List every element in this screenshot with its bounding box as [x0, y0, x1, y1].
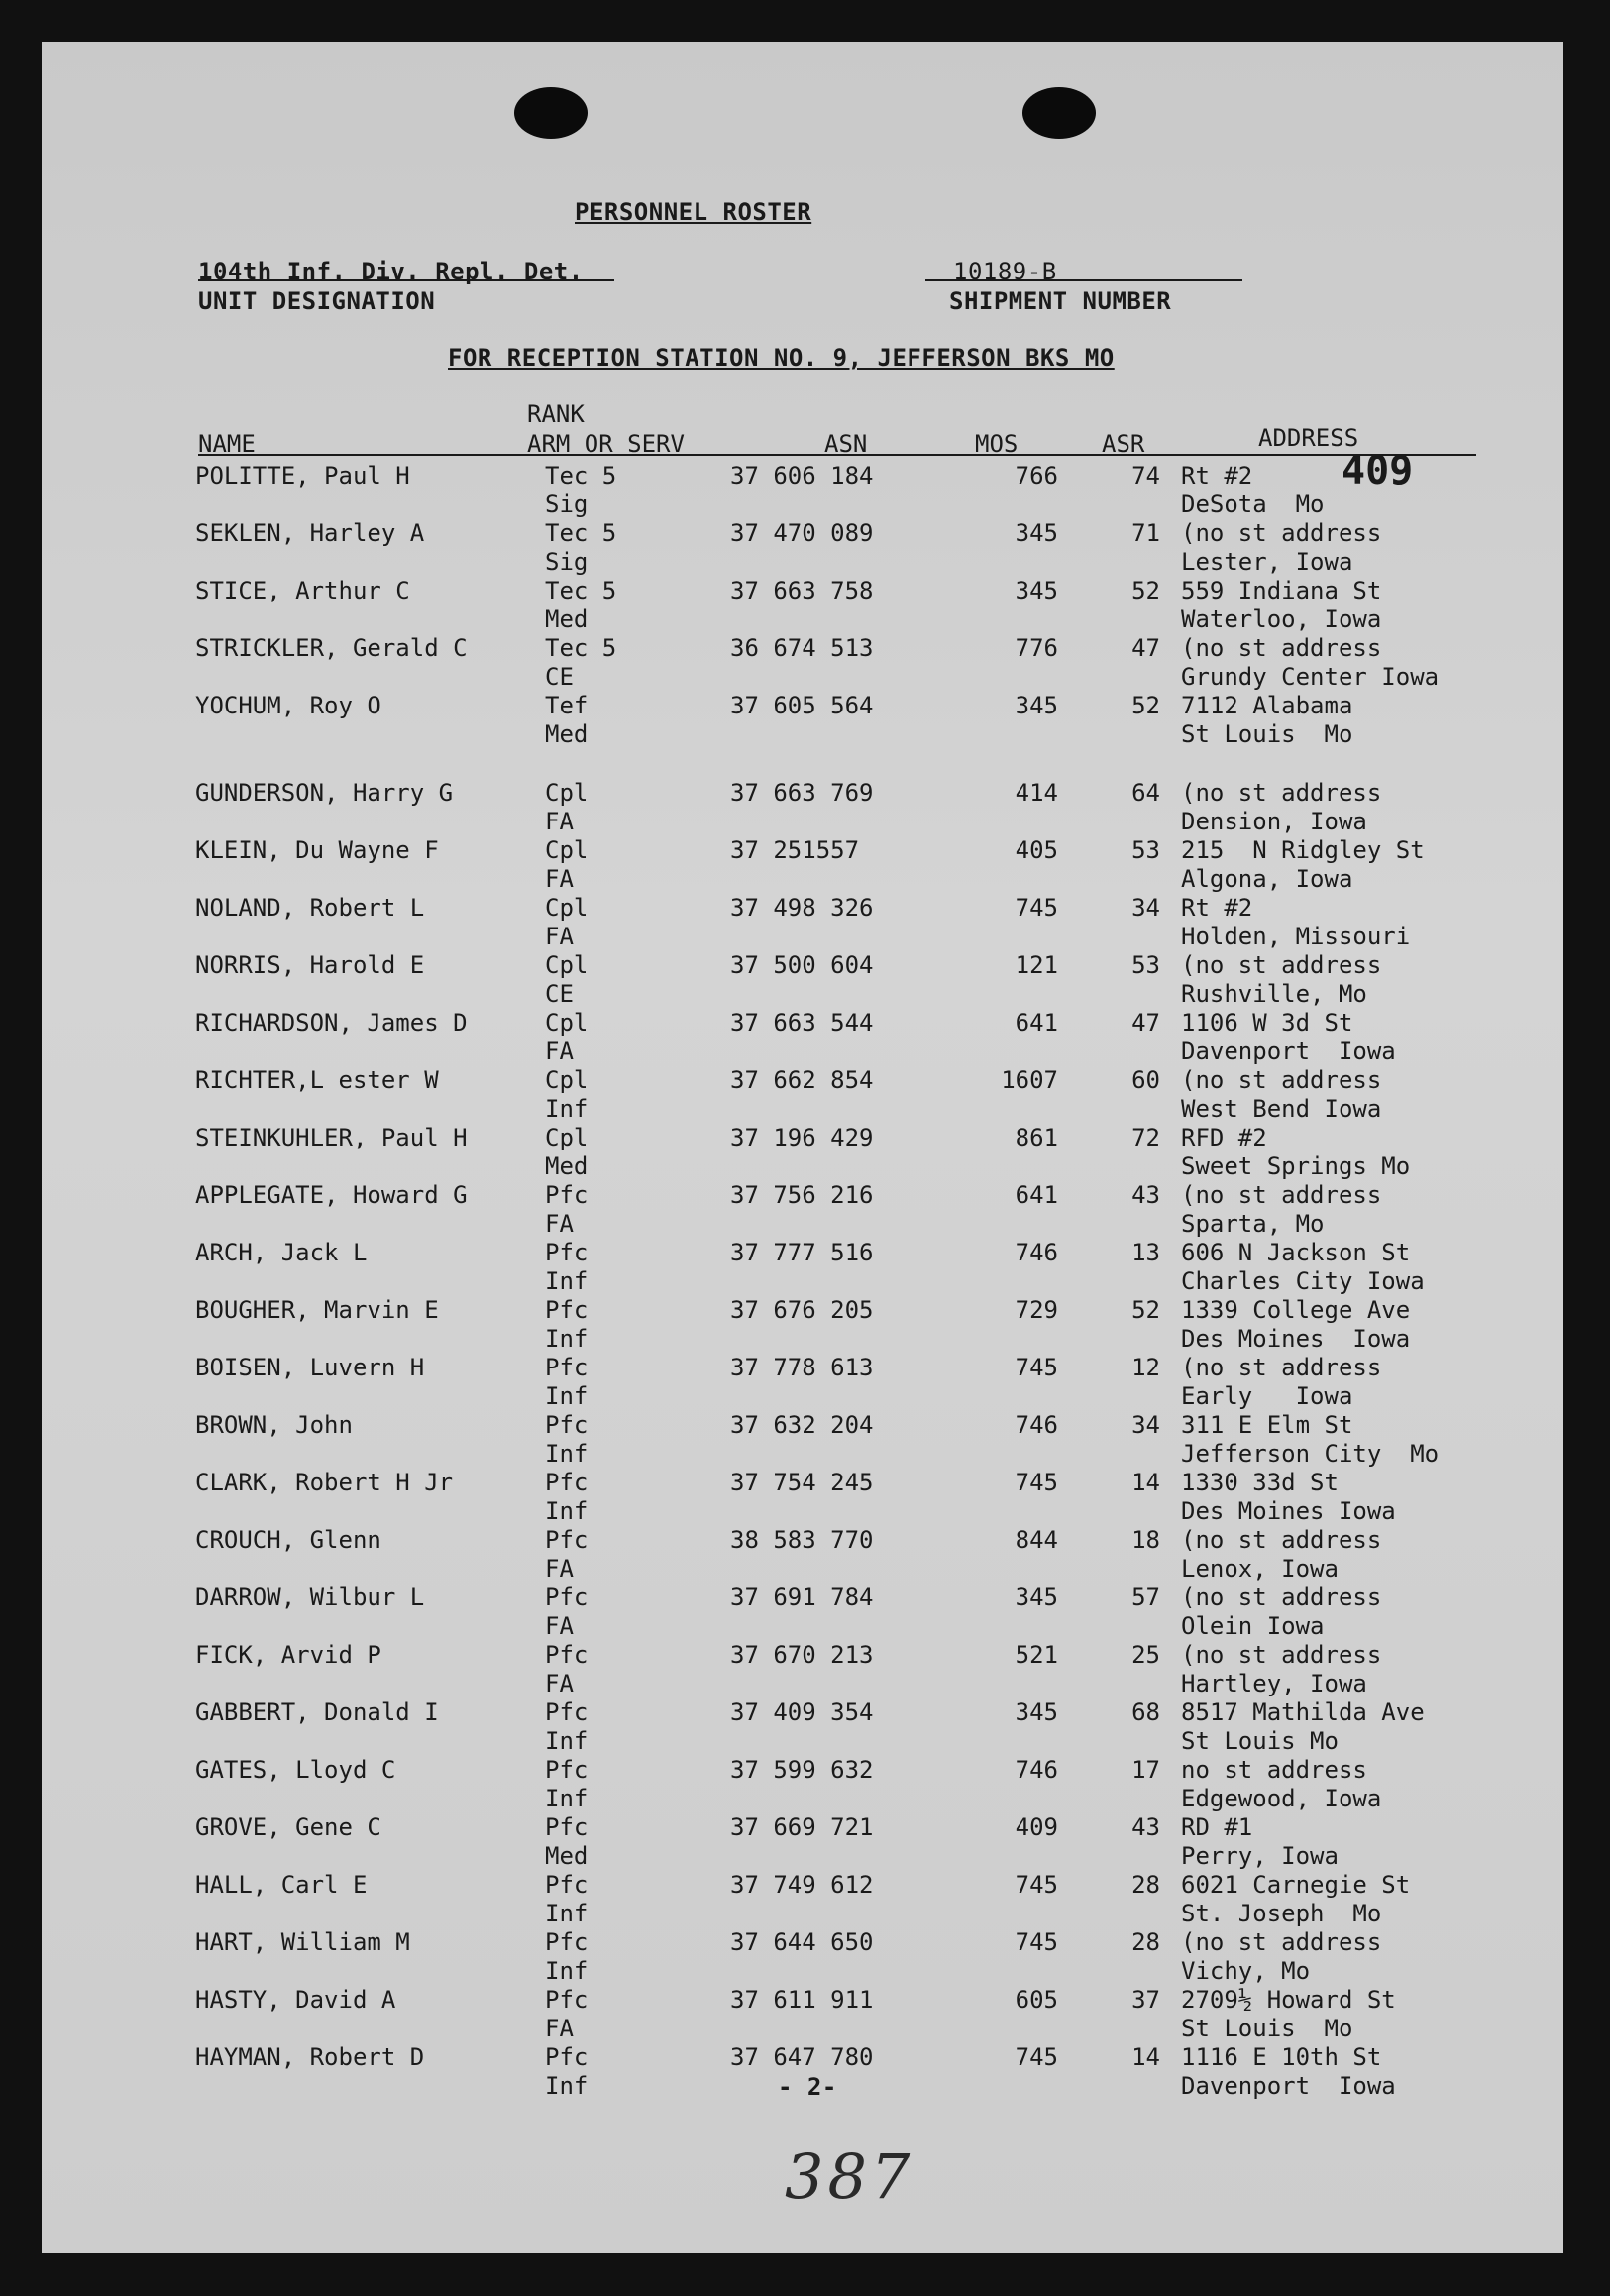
soldier-arm: Inf [545, 1267, 589, 1295]
table-row [42, 1641, 1563, 1698]
table-row [42, 1871, 1563, 1928]
soldier-name: GROVE, Gene C [195, 1813, 381, 1841]
soldier-arm: Sig [545, 548, 589, 576]
soldier-rank: Pfc [545, 1641, 589, 1669]
handwritten-number: 387 [785, 2140, 914, 2213]
soldier-arm: FA [545, 808, 574, 835]
unit-underline [198, 279, 614, 281]
soldier-arm: FA [545, 865, 574, 893]
soldier-address-line1: (no st address [1181, 1066, 1382, 1094]
table-row [42, 836, 1563, 894]
soldier-asn: 37 196 429 [730, 1124, 874, 1151]
soldier-arm: Med [545, 1152, 589, 1180]
soldier-arm: Inf [545, 1440, 589, 1468]
soldier-name: STEINKUHLER, Paul H [195, 1124, 468, 1151]
soldier-arm: Inf [545, 1325, 589, 1353]
table-row [42, 1411, 1563, 1469]
station-heading: FOR RECEPTION STATION NO. 9, JEFFERSON BKS MO [448, 344, 1115, 372]
soldier-mos: 745 [1015, 2043, 1058, 2071]
soldier-asr: 52 [1131, 1296, 1160, 1324]
soldier-arm: Inf [545, 1785, 589, 1812]
soldier-asr: 18 [1131, 1526, 1160, 1554]
soldier-rank: Tec 5 [545, 519, 617, 547]
soldier-name: DARROW, Wilbur L [195, 1584, 425, 1611]
soldier-address-line2: Early Iowa [1181, 1382, 1353, 1410]
soldier-rank: Cpl [545, 779, 589, 807]
soldier-address-line2: Perry, Iowa [1181, 1842, 1339, 1870]
soldier-name: APPLEGATE, Howard G [195, 1181, 468, 1209]
soldier-name: BOUGHER, Marvin E [195, 1296, 439, 1324]
soldier-address-line2: St Louis Mo [1181, 2015, 1353, 2042]
soldier-rank: Tec 5 [545, 462, 617, 490]
soldier-address-line2: Rushville, Mo [1181, 980, 1367, 1008]
soldier-asr: 12 [1131, 1354, 1160, 1381]
soldier-mos: 861 [1015, 1124, 1058, 1151]
soldier-address-line1: 1106 W 3d St [1181, 1009, 1353, 1037]
soldier-address-line2: Olein Iowa [1181, 1612, 1325, 1640]
soldier-rank: Pfc [545, 1411, 589, 1439]
soldier-address-line2: Sparta, Mo [1181, 1210, 1325, 1238]
shipment-underline [925, 279, 1242, 281]
soldier-address-line2: West Bend Iowa [1181, 1095, 1382, 1123]
soldier-arm: Inf [545, 1727, 589, 1755]
soldier-address-line1: 215 N Ridgley St [1181, 836, 1425, 864]
table-row [42, 1354, 1563, 1411]
soldier-name: CROUCH, Glenn [195, 1526, 381, 1554]
soldier-address-line2: Davenport Iowa [1181, 1038, 1396, 1065]
table-row [42, 462, 1563, 519]
soldier-asn: 37 663 544 [730, 1009, 874, 1037]
soldier-name: STICE, Arthur C [195, 577, 410, 604]
table-row [42, 1698, 1563, 1756]
soldier-name: RICHTER,L ester W [195, 1066, 439, 1094]
soldier-asn: 37 611 911 [730, 1986, 874, 2014]
soldier-name: STRICKLER, Gerald C [195, 634, 468, 662]
soldier-address-line1: (no st address [1181, 1584, 1382, 1611]
soldier-mos: 745 [1015, 1871, 1058, 1899]
soldier-mos: 641 [1015, 1009, 1058, 1037]
soldier-asn: 37 498 326 [730, 894, 874, 922]
soldier-name: BROWN, John [195, 1411, 353, 1439]
soldier-arm: FA [545, 1612, 574, 1640]
soldier-arm: Med [545, 605, 589, 633]
soldier-address-line1: 1339 College Ave [1181, 1296, 1411, 1324]
soldier-mos: 746 [1015, 1239, 1058, 1266]
soldier-mos: 746 [1015, 1756, 1058, 1784]
col-header-address: ADDRESS [1258, 424, 1359, 452]
soldier-rank: Tec 5 [545, 634, 617, 662]
soldier-address-line2: Des Moines Iowa [1181, 1497, 1396, 1525]
table-row [42, 1813, 1563, 1871]
soldier-rank: Cpl [545, 836, 589, 864]
soldier-asn: 37 691 784 [730, 1584, 874, 1611]
soldier-rank: Pfc [545, 1239, 589, 1266]
soldier-arm: Inf [545, 2072, 589, 2100]
soldier-asr: 52 [1131, 577, 1160, 604]
soldier-address-line2: Sweet Springs Mo [1181, 1152, 1411, 1180]
soldier-address-line2: Algona, Iowa [1181, 865, 1353, 893]
soldier-rank: Pfc [545, 1928, 589, 1956]
soldier-rank: Pfc [545, 1871, 589, 1899]
soldier-address-line2: St Louis Mo [1181, 720, 1353, 748]
soldier-address-line1: Rt #2 [1181, 894, 1253, 922]
soldier-mos: 121 [1015, 951, 1058, 979]
soldier-asn: 37 605 564 [730, 692, 874, 719]
soldier-address-line1: no st address [1181, 1756, 1367, 1784]
soldier-asn: 37 669 721 [730, 1813, 874, 1841]
soldier-arm: FA [545, 1038, 574, 1065]
soldier-rank: Pfc [545, 1756, 589, 1784]
shipment-label: SHIPMENT NUMBER [949, 287, 1172, 315]
soldier-address-line2: St Louis Mo [1181, 1727, 1339, 1755]
soldier-address-line1: (no st address [1181, 1928, 1382, 1956]
soldier-asn: 37 409 354 [730, 1698, 874, 1726]
soldier-address-line1: Rt #2 [1181, 462, 1253, 490]
soldier-asn: 37 500 604 [730, 951, 874, 979]
soldier-asn: 37 749 612 [730, 1871, 874, 1899]
soldier-rank: Cpl [545, 1066, 589, 1094]
soldier-asr: 37 [1131, 1986, 1160, 2014]
soldier-mos: 409 [1015, 1813, 1058, 1841]
soldier-asn: 37 647 780 [730, 2043, 874, 2071]
soldier-rank: Pfc [545, 1296, 589, 1324]
soldier-asr: 13 [1131, 1239, 1160, 1266]
soldier-mos: 745 [1015, 1469, 1058, 1496]
table-row [42, 1239, 1563, 1296]
soldier-name: SEKLEN, Harley A [195, 519, 425, 547]
soldier-name: HART, William M [195, 1928, 410, 1956]
soldier-rank: Pfc [545, 2043, 589, 2071]
soldier-arm: FA [545, 1670, 574, 1697]
table-row [42, 951, 1563, 1009]
soldier-address-line1: 1116 E 10th St [1181, 2043, 1382, 2071]
soldier-arm: Inf [545, 1497, 589, 1525]
soldier-mos: 1607 [1001, 1066, 1058, 1094]
soldier-address-line1: (no st address [1181, 951, 1382, 979]
soldier-asn: 37 662 854 [730, 1066, 874, 1094]
soldier-asr: 74 [1131, 462, 1160, 490]
soldier-name: CLARK, Robert H Jr [195, 1469, 454, 1496]
soldier-asn: 37 251557 [730, 836, 860, 864]
soldier-rank: Cpl [545, 894, 589, 922]
soldier-asn: 37 777 516 [730, 1239, 874, 1266]
soldier-asr: 71 [1131, 519, 1160, 547]
soldier-asr: 64 [1131, 779, 1160, 807]
soldier-arm: Sig [545, 491, 589, 518]
soldier-asr: 34 [1131, 1411, 1160, 1439]
soldier-arm: CE [545, 663, 574, 691]
table-row [42, 577, 1563, 634]
soldier-asr: 53 [1131, 951, 1160, 979]
soldier-asr: 28 [1131, 1928, 1160, 1956]
col-header-arm: ARM OR SERV [527, 430, 685, 458]
soldier-address-line1: (no st address [1181, 1181, 1382, 1209]
soldier-asn: 37 778 613 [730, 1354, 874, 1381]
page-title: PERSONNEL ROSTER [575, 198, 812, 226]
soldier-mos: 776 [1015, 634, 1058, 662]
soldier-asn: 37 754 245 [730, 1469, 874, 1496]
soldier-address-line2: Edgewood, Iowa [1181, 1785, 1382, 1812]
soldier-asn: 37 470 089 [730, 519, 874, 547]
soldier-asn: 37 632 204 [730, 1411, 874, 1439]
soldier-mos: 345 [1015, 519, 1058, 547]
table-row [42, 1756, 1563, 1813]
soldier-asr: 72 [1131, 1124, 1160, 1151]
unit-name: 104th Inf. Div. Repl. Det. [198, 258, 584, 285]
soldier-asr: 43 [1131, 1181, 1160, 1209]
soldier-rank: Pfc [545, 1181, 589, 1209]
soldier-address-line1: 606 N Jackson St [1181, 1239, 1411, 1266]
soldier-address-line2: Hartley, Iowa [1181, 1670, 1367, 1697]
table-row [42, 1986, 1563, 2043]
soldier-address-line1: 1330 33d St [1181, 1469, 1339, 1496]
table-row [42, 779, 1563, 836]
soldier-address-line1: 2709½ Howard St [1181, 1986, 1396, 2014]
soldier-name: YOCHUM, Roy O [195, 692, 381, 719]
soldier-name: NORRIS, Harold E [195, 951, 425, 979]
roster-page [42, 42, 1563, 2253]
soldier-address-line1: 8517 Mathilda Ave [1181, 1698, 1425, 1726]
soldier-name: HALL, Carl E [195, 1871, 368, 1899]
soldier-address-line2: Davenport Iowa [1181, 2072, 1396, 2100]
soldier-asr: 14 [1131, 2043, 1160, 2071]
table-row [42, 692, 1563, 749]
soldier-mos: 345 [1015, 577, 1058, 604]
soldier-asn: 38 583 770 [730, 1526, 874, 1554]
soldier-address-line2: Lester, Iowa [1181, 548, 1353, 576]
table-row [42, 1066, 1563, 1124]
soldier-name: HAYMAN, Robert D [195, 2043, 425, 2071]
col-header-asn: ASN [824, 430, 868, 458]
soldier-asr: 25 [1131, 1641, 1160, 1669]
soldier-asr: 68 [1131, 1698, 1160, 1726]
soldier-rank: Tec 5 [545, 577, 617, 604]
soldier-address-line2: Lenox, Iowa [1181, 1555, 1339, 1583]
soldier-mos: 414 [1015, 779, 1058, 807]
soldier-asn: 37 756 216 [730, 1181, 874, 1209]
soldier-rank: Pfc [545, 1986, 589, 2014]
soldier-asr: 34 [1131, 894, 1160, 922]
table-row [42, 1584, 1563, 1641]
unit-label: UNIT DESIGNATION [198, 287, 436, 315]
soldier-mos: 746 [1015, 1411, 1058, 1439]
soldier-mos: 605 [1015, 1986, 1058, 2014]
soldier-rank: Pfc [545, 1698, 589, 1726]
page-number: - 2- [778, 2073, 837, 2101]
soldier-asn: 37 599 632 [730, 1756, 874, 1784]
col-header-rank: RANK [527, 400, 585, 428]
soldier-address-line1: (no st address [1181, 1526, 1382, 1554]
soldier-mos: 766 [1015, 462, 1058, 490]
soldier-address-line2: St. Joseph Mo [1181, 1900, 1382, 1927]
soldier-address-line1: (no st address [1181, 519, 1382, 547]
table-row [42, 1181, 1563, 1239]
soldier-asr: 17 [1131, 1756, 1160, 1784]
soldier-mos: 745 [1015, 894, 1058, 922]
soldier-address-line2: Dension, Iowa [1181, 808, 1367, 835]
soldier-name: ARCH, Jack L [195, 1239, 368, 1266]
soldier-name: GATES, Lloyd C [195, 1756, 396, 1784]
soldier-asr: 28 [1131, 1871, 1160, 1899]
soldier-asn: 37 670 213 [730, 1641, 874, 1669]
soldier-rank: Pfc [545, 1354, 589, 1381]
soldier-rank: Pfc [545, 1526, 589, 1554]
table-row [42, 519, 1563, 577]
soldier-address-line1: RD #1 [1181, 1813, 1253, 1841]
soldier-asr: 47 [1131, 1009, 1160, 1037]
header-rule [198, 454, 1476, 456]
soldier-arm: Inf [545, 1957, 589, 1985]
soldier-asr: 14 [1131, 1469, 1160, 1496]
table-row [42, 1928, 1563, 1986]
soldier-rank: Cpl [545, 1009, 589, 1037]
soldier-address-line1: 559 Indiana St [1181, 577, 1382, 604]
soldier-address-line1: (no st address [1181, 779, 1382, 807]
soldier-asn: 37 663 758 [730, 577, 874, 604]
soldier-address-line1: (no st address [1181, 1641, 1382, 1669]
soldier-mos: 345 [1015, 692, 1058, 719]
soldier-rank: Pfc [545, 1584, 589, 1611]
soldier-asn: 37 606 184 [730, 462, 874, 490]
soldier-address-line1: 311 E Elm St [1181, 1411, 1353, 1439]
table-row [42, 1526, 1563, 1584]
soldier-arm: FA [545, 2015, 574, 2042]
soldier-asr: 60 [1131, 1066, 1160, 1094]
soldier-name: FICK, Arvid P [195, 1641, 381, 1669]
soldier-mos: 745 [1015, 1928, 1058, 1956]
soldier-arm: Inf [545, 1382, 589, 1410]
soldier-asn: 37 676 205 [730, 1296, 874, 1324]
col-header-name: NAME [198, 430, 256, 458]
soldier-address-line1: (no st address [1181, 1354, 1382, 1381]
soldier-address-line2: DeSota Mo [1181, 491, 1325, 518]
soldier-address-line2: Holden, Missouri [1181, 923, 1411, 950]
soldier-name: RICHARDSON, James D [195, 1009, 468, 1037]
col-header-mos: MOS [975, 430, 1019, 458]
soldier-asr: 47 [1131, 634, 1160, 662]
col-header-asr: ASR [1102, 430, 1145, 458]
soldier-mos: 405 [1015, 836, 1058, 864]
soldier-name: POLITTE, Paul H [195, 462, 410, 490]
soldier-asr: 52 [1131, 692, 1160, 719]
soldier-mos: 345 [1015, 1584, 1058, 1611]
soldier-name: HASTY, David A [195, 1986, 396, 2014]
soldier-mos: 345 [1015, 1698, 1058, 1726]
soldier-mos: 745 [1015, 1354, 1058, 1381]
soldier-address-line1: 6021 Carnegie St [1181, 1871, 1411, 1899]
soldier-arm: CE [545, 980, 574, 1008]
soldier-address-line2: Des Moines Iowa [1181, 1325, 1411, 1353]
soldier-address-line2: Grundy Center Iowa [1181, 663, 1440, 691]
soldier-asr: 53 [1131, 836, 1160, 864]
soldier-arm: Inf [545, 1095, 589, 1123]
soldier-name: KLEIN, Du Wayne F [195, 836, 439, 864]
soldier-asr: 57 [1131, 1584, 1160, 1611]
soldier-mos: 844 [1015, 1526, 1058, 1554]
soldier-address-line1: (no st address [1181, 634, 1382, 662]
soldier-name: BOISEN, Luvern H [195, 1354, 425, 1381]
punch-hole-right [1022, 87, 1096, 139]
soldier-asn: 37 663 769 [730, 779, 874, 807]
soldier-mos: 641 [1015, 1181, 1058, 1209]
soldier-address-line1: 7112 Alabama [1181, 692, 1353, 719]
soldier-rank: Cpl [545, 1124, 589, 1151]
table-row [42, 634, 1563, 692]
table-row [42, 1469, 1563, 1526]
soldier-address-line2: Vichy, Mo [1181, 1957, 1311, 1985]
soldier-asr: 43 [1131, 1813, 1160, 1841]
table-row [42, 1009, 1563, 1066]
soldier-arm: FA [545, 1555, 574, 1583]
soldier-arm: FA [545, 1210, 574, 1238]
soldier-arm: Med [545, 1842, 589, 1870]
soldier-rank: Pfc [545, 1813, 589, 1841]
punch-hole-left [514, 87, 588, 139]
soldier-mos: 521 [1015, 1641, 1058, 1669]
soldier-rank: Cpl [545, 951, 589, 979]
soldier-mos: 729 [1015, 1296, 1058, 1324]
soldier-arm: Med [545, 720, 589, 748]
shipment-number: 10189-B [953, 258, 1057, 285]
soldier-name: NOLAND, Robert L [195, 894, 425, 922]
table-row [42, 1296, 1563, 1354]
soldier-arm: Inf [545, 1900, 589, 1927]
table-row [42, 894, 1563, 951]
soldier-address-line2: Jefferson City Mo [1181, 1440, 1440, 1468]
soldier-name: GUNDERSON, Harry G [195, 779, 454, 807]
soldier-address-line1: RFD #2 [1181, 1124, 1267, 1151]
soldier-asn: 36 674 513 [730, 634, 874, 662]
soldier-rank: Tef [545, 692, 589, 719]
soldier-asn: 37 644 650 [730, 1928, 874, 1956]
soldier-rank: Pfc [545, 1469, 589, 1496]
table-row [42, 1124, 1563, 1181]
soldier-address-line2: Waterloo, Iowa [1181, 605, 1382, 633]
soldier-address-line2: Charles City Iowa [1181, 1267, 1425, 1295]
stamp-number: 409 [1342, 448, 1414, 493]
soldier-arm: FA [545, 923, 574, 950]
soldier-name: GABBERT, Donald I [195, 1698, 439, 1726]
